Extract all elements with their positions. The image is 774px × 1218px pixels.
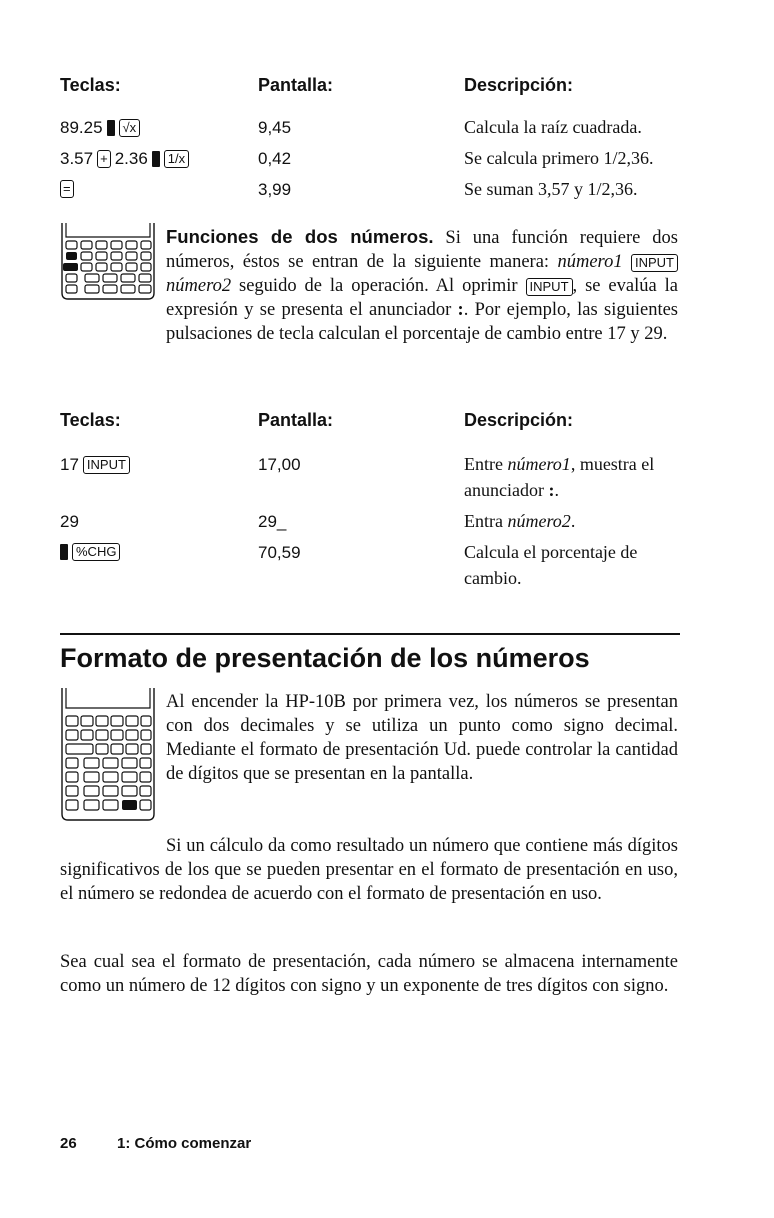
percent-change-key: %CHG — [72, 543, 120, 561]
table2-row3-keys — [60, 543, 120, 561]
table2-row1-display: 17,00 — [258, 455, 301, 474]
number-entry: 3.57 — [60, 149, 94, 168]
table2-row2-display: 29_ — [258, 512, 287, 531]
table2-row3-display: 70,59 — [258, 543, 301, 562]
shift-key-icon — [107, 120, 115, 136]
table1-header-keys: Teclas: — [60, 75, 121, 95]
desc-text: Entre — [464, 454, 508, 474]
desc-text: , muestra el anunciador — [464, 454, 655, 500]
chapter-title: 1: Cómo comenzar — [117, 1135, 252, 1152]
input-key: INPUT — [526, 278, 573, 296]
plus-key: + — [97, 150, 111, 168]
two-number-functions-paragraph — [166, 225, 678, 346]
number-entry: 89.25 — [60, 118, 103, 137]
page-number: 26 — [60, 1135, 77, 1152]
desc-text: Entra — [464, 511, 508, 531]
number-entry: 17 — [60, 455, 79, 474]
paragraph-lead: Funciones de dos números. — [166, 226, 434, 247]
paragraph-text: seguido de la operación. Al oprimir — [231, 276, 526, 296]
table1-row3-display: 3,99 — [258, 180, 292, 199]
display-format-paragraph-2: Si un cálculo da como resultado un número que contiene más dígitos significativos de los que se pueden presentar en el formato de presentación en uso, el número se redondea de acuerdo con el formato de presentación en uso. — [60, 836, 678, 904]
number-entry: 2.36 — [114, 149, 148, 168]
reciprocal-key: 1/x — [164, 150, 189, 168]
keyboard-diagram-icon — [60, 688, 156, 823]
table1-row2-display: 0,42 — [258, 149, 292, 168]
table2-row3-desc: Calcula el porcentaje de cambio. — [464, 542, 638, 588]
annunciator-symbol: : — [548, 480, 555, 500]
equals-key: = — [60, 180, 74, 198]
table1-row3-desc: Se suman 3,57 y 1/2,36. — [464, 179, 638, 199]
display-format-paragraph-3: Sea cual sea el formato de presentación, cada número se almacena internamente como un número de 12 dígitos con signo y un exponente de tres dígitos con signo. — [60, 952, 678, 996]
keyboard-diagram-icon — [60, 223, 156, 301]
table1-row1-desc: Calcula la raíz cuadrada. — [464, 117, 642, 137]
table1-row3-keys — [60, 180, 74, 198]
table2-header-display: Pantalla: — [258, 410, 334, 430]
paragraph-text: , se evalúa la expresión y se presenta el anunciador — [166, 276, 678, 320]
table1-row2-desc: Se calcula primero 1/2,36. — [464, 148, 654, 168]
display-format-paragraph-1: Al encender la HP-10B por primera vez, los números se presentan con dos decimales y se utiliza un punto como signo decimal. Mediante el formato de presentación Ud. puede controlar la cantidad de dígitos que se presentan en la pantalla. — [166, 692, 678, 784]
table2-header-keys: Teclas: — [60, 410, 121, 430]
annunciator-symbol: : — [457, 300, 464, 320]
paragraph-text: Si una función requiere dos números, éstos se entran de la siguiente manera: — [166, 228, 678, 272]
italic-term: número2 — [507, 511, 571, 531]
input-key: INPUT — [83, 456, 130, 474]
italic-term: número1 — [557, 252, 623, 272]
shift-key-icon — [152, 151, 160, 167]
table1-row1-keys — [60, 118, 140, 138]
sqrt-key: √x — [119, 119, 141, 137]
table2-row1-desc — [464, 451, 684, 503]
desc-text: . — [554, 480, 559, 500]
italic-term: número1 — [507, 454, 571, 474]
section-divider — [60, 633, 680, 635]
table1-header-display: Pantalla: — [258, 75, 334, 95]
table2-row2-desc — [464, 508, 575, 534]
shift-key-icon — [60, 544, 68, 560]
section-title: Formato de presentación de los números — [60, 643, 590, 673]
paragraph-text: . Por ejemplo, las siguientes pulsaciones de tecla calculan el porcentaje de cambio entre 17 y 29. — [166, 300, 678, 344]
table2-row1-keys — [60, 455, 130, 475]
italic-term: número2 — [166, 276, 232, 296]
desc-text: . — [570, 511, 576, 531]
table1-row2-keys — [60, 149, 189, 169]
input-key: INPUT — [631, 254, 678, 272]
table2-header-description: Descripción: — [464, 410, 574, 430]
table1-row1-display: 9,45 — [258, 118, 292, 137]
table2-row2-keys: 29 — [60, 512, 79, 531]
table1-header-description: Descripción: — [464, 75, 574, 95]
